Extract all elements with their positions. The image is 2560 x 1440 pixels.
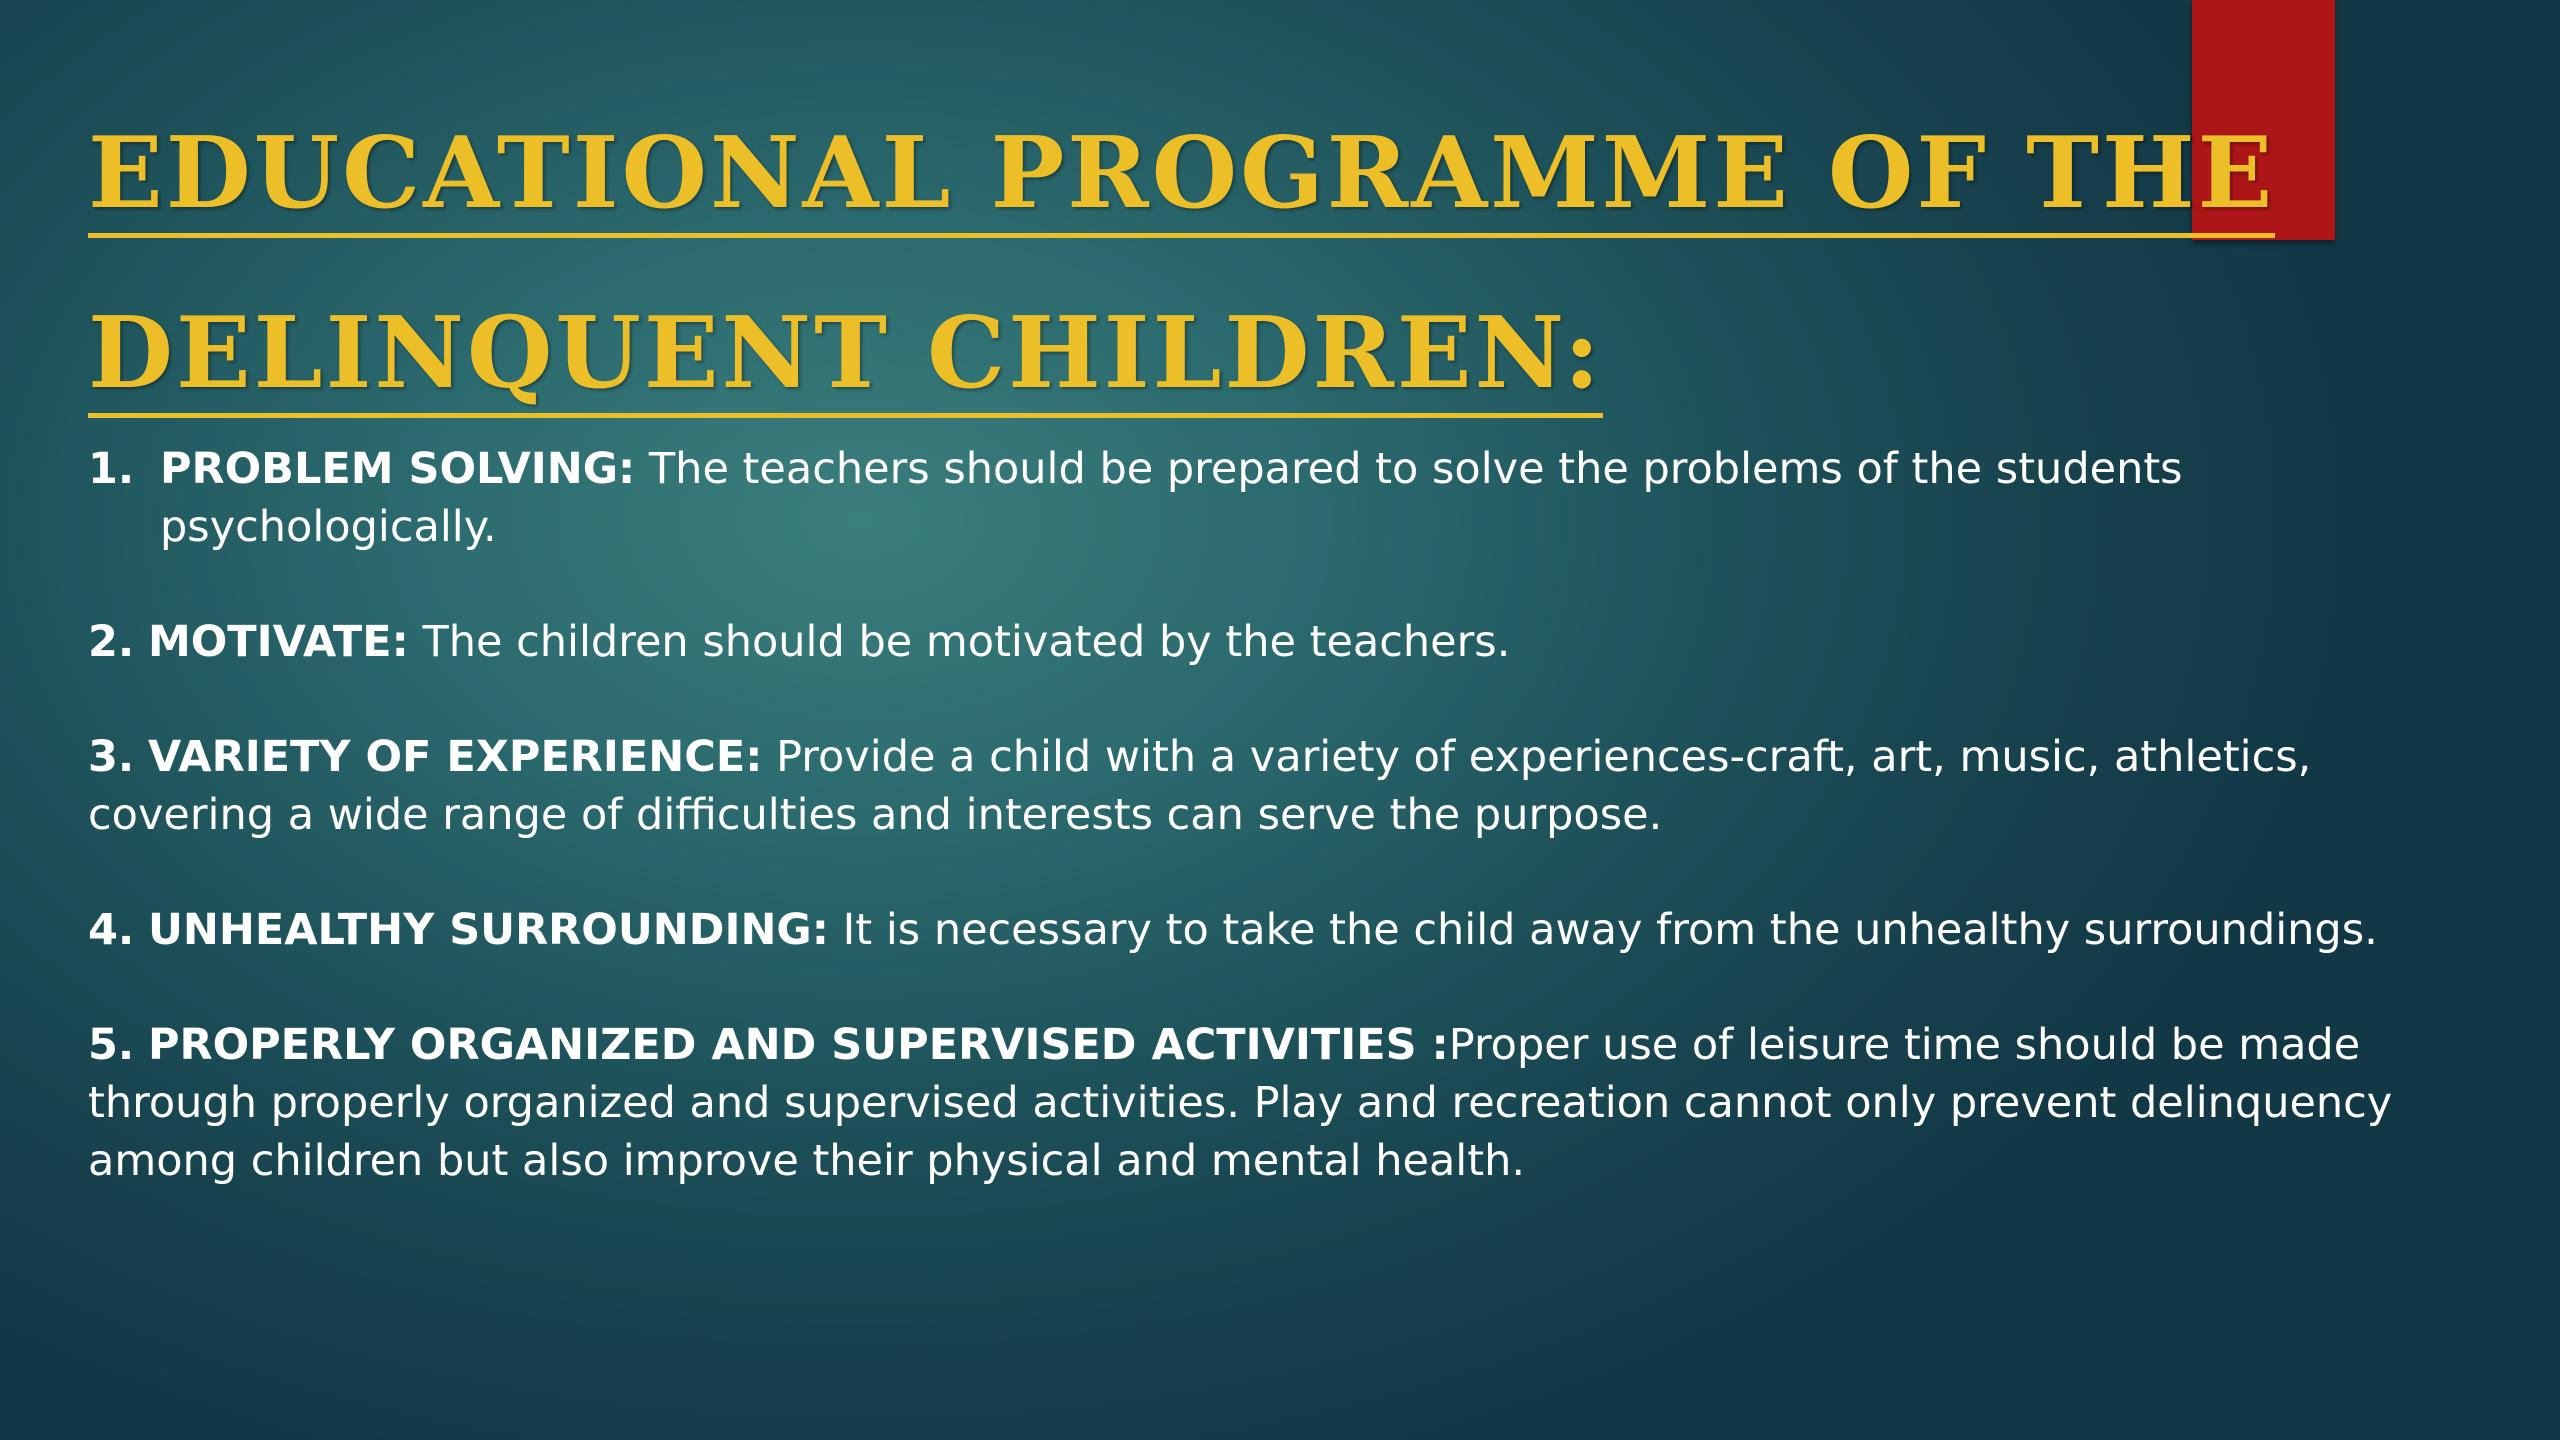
item-heading: VARIETY OF EXPERIENCE:	[147, 732, 763, 782]
item-list	[88, 440, 2458, 1247]
item-number: 5.	[88, 1020, 135, 1070]
item-heading: PROBLEM SOLVING:	[160, 444, 636, 494]
item-text: Provide a child with a variety of experiences-craft, art, music, athletics, covering a wide range of difficulties and interests can serve the purpose.	[88, 732, 2312, 840]
item-heading: UNHEALTHY SURROUNDING:	[147, 905, 829, 955]
item-text: The children should be motivated by the teachers.	[408, 617, 1511, 667]
item-heading: PROPERLY ORGANIZED AND SUPERVISED ACTIVITIES :	[147, 1020, 1449, 1070]
item-number: 2.	[88, 617, 135, 667]
title-line-1: EDUCATIONAL PROGRAMME OF THE	[88, 115, 2275, 238]
item-number: 1.	[88, 444, 135, 494]
list-item	[88, 440, 2458, 556]
list-item	[88, 1016, 2458, 1190]
title-line-2: DELINQUENT CHILDREN:	[88, 295, 1603, 418]
item-number: 3.	[88, 732, 135, 782]
item-heading: MOTIVATE:	[147, 617, 409, 667]
item-text: It is necessary to take the child away from the unhealthy surroundings.	[828, 905, 2378, 955]
item-text: Proper use of leisure time should be made through properly organized and supervised activities. Play and recreation cannot only prevent delinquency among children but also improve their physical and mental health.	[88, 1020, 2393, 1186]
list-item	[88, 613, 2458, 671]
list-item	[88, 901, 2458, 959]
item-text: The teachers should be prepared to solve the problems of the students psychologically.	[160, 444, 2183, 552]
item-number: 4.	[88, 905, 135, 955]
slide-title	[88, 96, 2276, 456]
list-item	[88, 728, 2458, 844]
